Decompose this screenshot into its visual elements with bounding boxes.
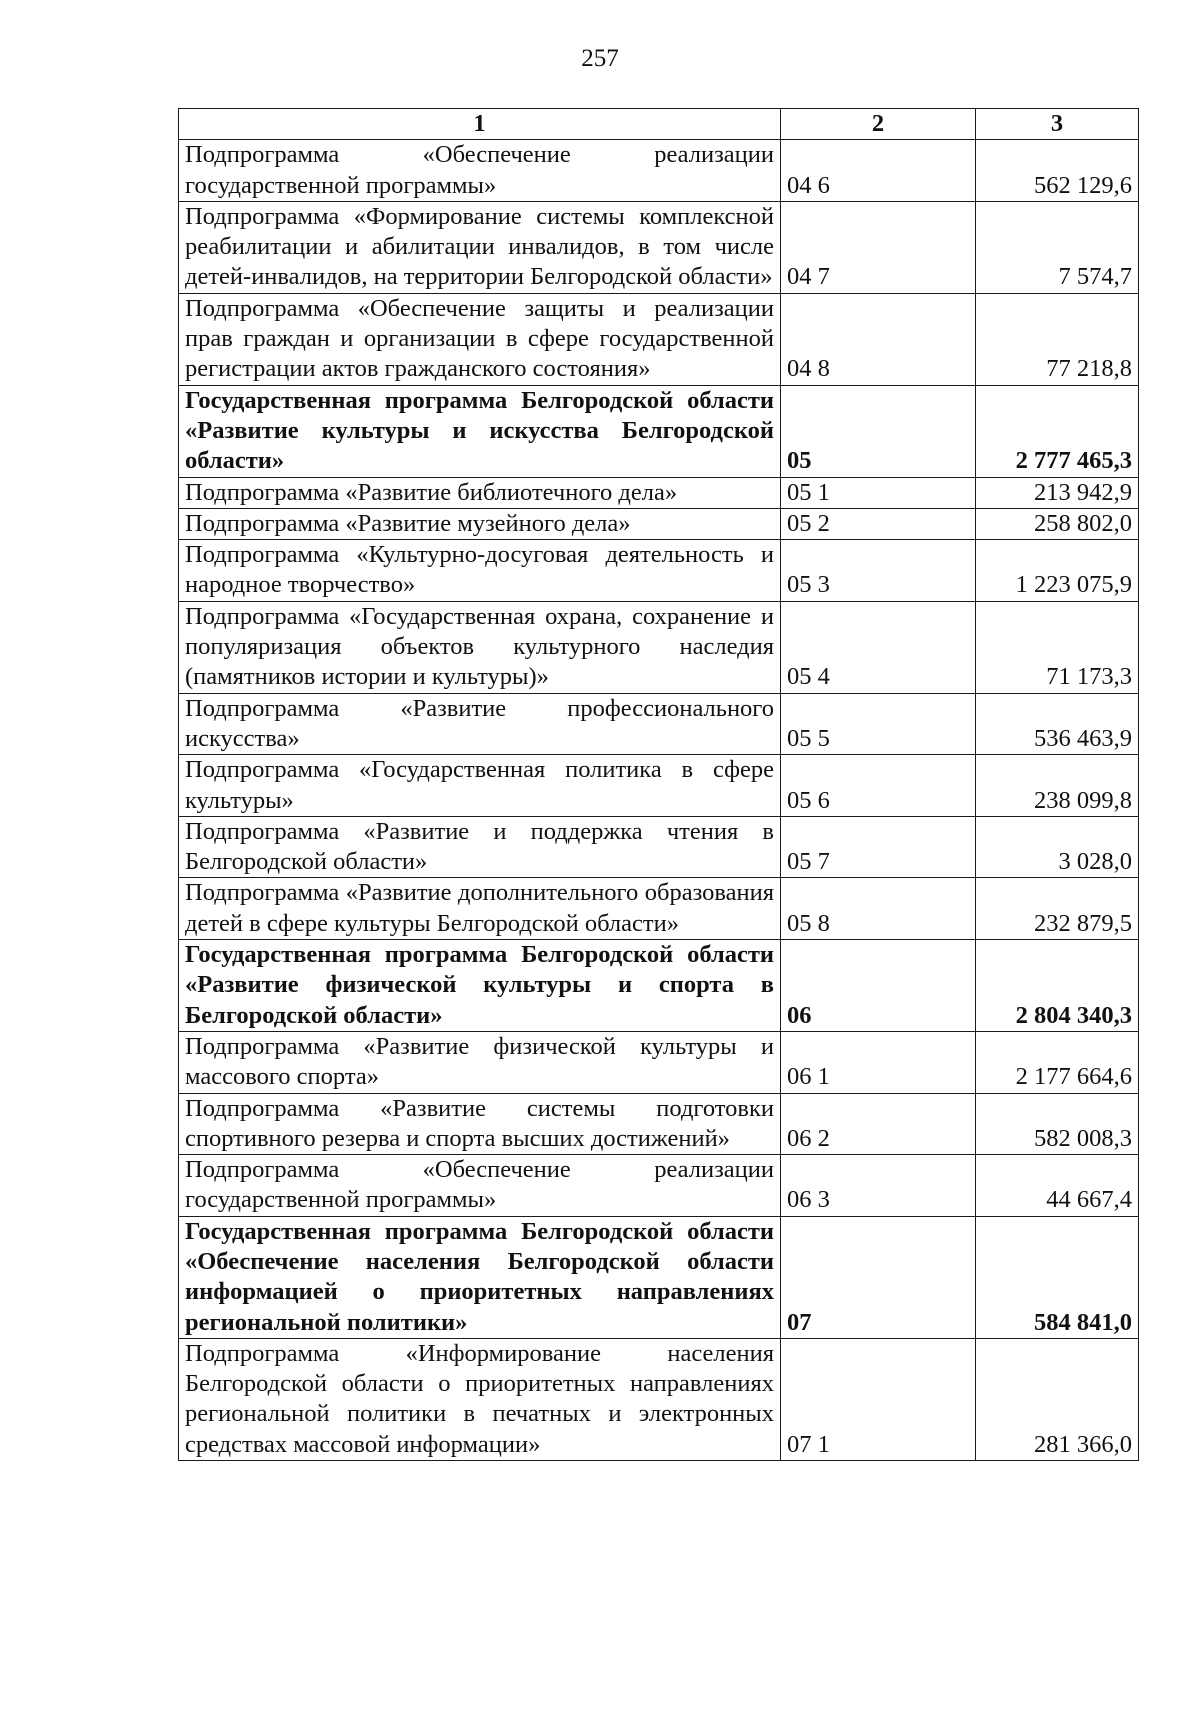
subprogram-row — [179, 201, 1139, 293]
row-name-cell: Подпрограмма «Обеспечение реализации государственной программы» — [179, 140, 781, 202]
row-code-cell: 05 3 — [781, 540, 976, 602]
row-name-cell: Подпрограмма «Развитие библиотечного дела» — [179, 477, 781, 508]
row-code-cell: 06 3 — [781, 1155, 976, 1217]
row-name-cell: Государственная программа Белгородской области «Обеспечение населения Белгородской области информацией о приоритетных направлениях региональной политики» — [179, 1216, 781, 1338]
row-name-cell: Подпрограмма «Формирование системы комплексной реабилитации и абилитации инвалидов, в том числе детей-инвалидов, на территории Белгородской области» — [179, 201, 781, 293]
column-header-amount: 3 — [976, 109, 1139, 140]
row-amount-cell: 258 802,0 — [976, 508, 1139, 539]
row-code-cell: 07 1 — [781, 1338, 976, 1460]
row-name-cell: Подпрограмма «Государственная политика в сфере культуры» — [179, 755, 781, 817]
row-code-cell: 05 4 — [781, 601, 976, 693]
row-amount-cell: 584 841,0 — [976, 1216, 1139, 1338]
row-name-cell: Государственная программа Белгородской области «Развитие физической культуры и спорта в Белгородской области» — [179, 940, 781, 1032]
row-amount-cell: 7 574,7 — [976, 201, 1139, 293]
row-amount-cell: 1 223 075,9 — [976, 540, 1139, 602]
row-name-cell: Подпрограмма «Развитие музейного дела» — [179, 508, 781, 539]
row-code-cell: 05 6 — [781, 755, 976, 817]
row-code-cell: 05 8 — [781, 878, 976, 940]
program-row — [179, 940, 1139, 1032]
row-name-cell: Подпрограмма «Развитие профессионального искусства» — [179, 693, 781, 755]
row-code-cell: 05 2 — [781, 508, 976, 539]
row-name-cell: Подпрограмма «Обеспечение реализации государственной программы» — [179, 1155, 781, 1217]
row-code-cell: 06 — [781, 940, 976, 1032]
row-name-cell: Подпрограмма «Развитие физической культуры и массового спорта» — [179, 1031, 781, 1093]
budget-table — [178, 108, 1139, 1461]
row-code-cell: 05 5 — [781, 693, 976, 755]
row-amount-cell: 44 667,4 — [976, 1155, 1139, 1217]
subprogram-row — [179, 878, 1139, 940]
column-header-name: 1 — [179, 109, 781, 140]
row-code-cell: 06 1 — [781, 1031, 976, 1093]
row-name-cell: Подпрограмма «Информирование населения Белгородской области о приоритетных направлениях региональной политики в печатных и электронных средствах массовой информации» — [179, 1338, 781, 1460]
row-amount-cell: 213 942,9 — [976, 477, 1139, 508]
row-amount-cell: 3 028,0 — [976, 816, 1139, 878]
table-body — [179, 140, 1139, 1461]
row-amount-cell: 582 008,3 — [976, 1093, 1139, 1155]
program-row — [179, 1216, 1139, 1338]
row-amount-cell: 71 173,3 — [976, 601, 1139, 693]
subprogram-row — [179, 601, 1139, 693]
row-name-cell: Подпрограмма «Развитие системы подготовки спортивного резерва и спорта высших достижений» — [179, 1093, 781, 1155]
row-amount-cell: 536 463,9 — [976, 693, 1139, 755]
row-code-cell: 05 — [781, 385, 976, 477]
subprogram-row — [179, 477, 1139, 508]
subprogram-row — [179, 693, 1139, 755]
row-name-cell: Подпрограмма «Развитие и поддержка чтения в Белгородской области» — [179, 816, 781, 878]
row-code-cell: 04 7 — [781, 201, 976, 293]
row-name-cell: Государственная программа Белгородской области «Развитие культуры и искусства Белгородской области» — [179, 385, 781, 477]
subprogram-row — [179, 816, 1139, 878]
subprogram-row — [179, 1155, 1139, 1217]
subprogram-row — [179, 1031, 1139, 1093]
subprogram-row — [179, 1338, 1139, 1460]
subprogram-row — [179, 293, 1139, 385]
row-amount-cell: 2 804 340,3 — [976, 940, 1139, 1032]
row-amount-cell: 232 879,5 — [976, 878, 1139, 940]
row-code-cell: 06 2 — [781, 1093, 976, 1155]
row-amount-cell: 2 777 465,3 — [976, 385, 1139, 477]
header-row — [179, 109, 1139, 140]
column-header-code: 2 — [781, 109, 976, 140]
subprogram-row — [179, 540, 1139, 602]
row-amount-cell: 562 129,6 — [976, 140, 1139, 202]
subprogram-row — [179, 1093, 1139, 1155]
program-row — [179, 385, 1139, 477]
row-code-cell: 05 7 — [781, 816, 976, 878]
row-name-cell: Подпрограмма «Обеспечение защиты и реализации прав граждан и организации в сфере государственной регистрации актов гражданского состояния» — [179, 293, 781, 385]
row-code-cell: 04 6 — [781, 140, 976, 202]
row-amount-cell: 281 366,0 — [976, 1338, 1139, 1460]
subprogram-row — [179, 140, 1139, 202]
row-name-cell: Подпрограмма «Культурно-досуговая деятельность и народное творчество» — [179, 540, 781, 602]
row-code-cell: 04 8 — [781, 293, 976, 385]
row-code-cell: 07 — [781, 1216, 976, 1338]
page-number: 257 — [581, 45, 619, 72]
row-name-cell: Подпрограмма «Развитие дополнительного образования детей в сфере культуры Белгородской области» — [179, 878, 781, 940]
subprogram-row — [179, 755, 1139, 817]
row-code-cell: 05 1 — [781, 477, 976, 508]
row-amount-cell: 2 177 664,6 — [976, 1031, 1139, 1093]
row-name-cell: Подпрограмма «Государственная охрана, сохранение и популяризация объектов культурного наследия (памятников истории и культуры)» — [179, 601, 781, 693]
row-amount-cell: 77 218,8 — [976, 293, 1139, 385]
row-amount-cell: 238 099,8 — [976, 755, 1139, 817]
subprogram-row — [179, 508, 1139, 539]
